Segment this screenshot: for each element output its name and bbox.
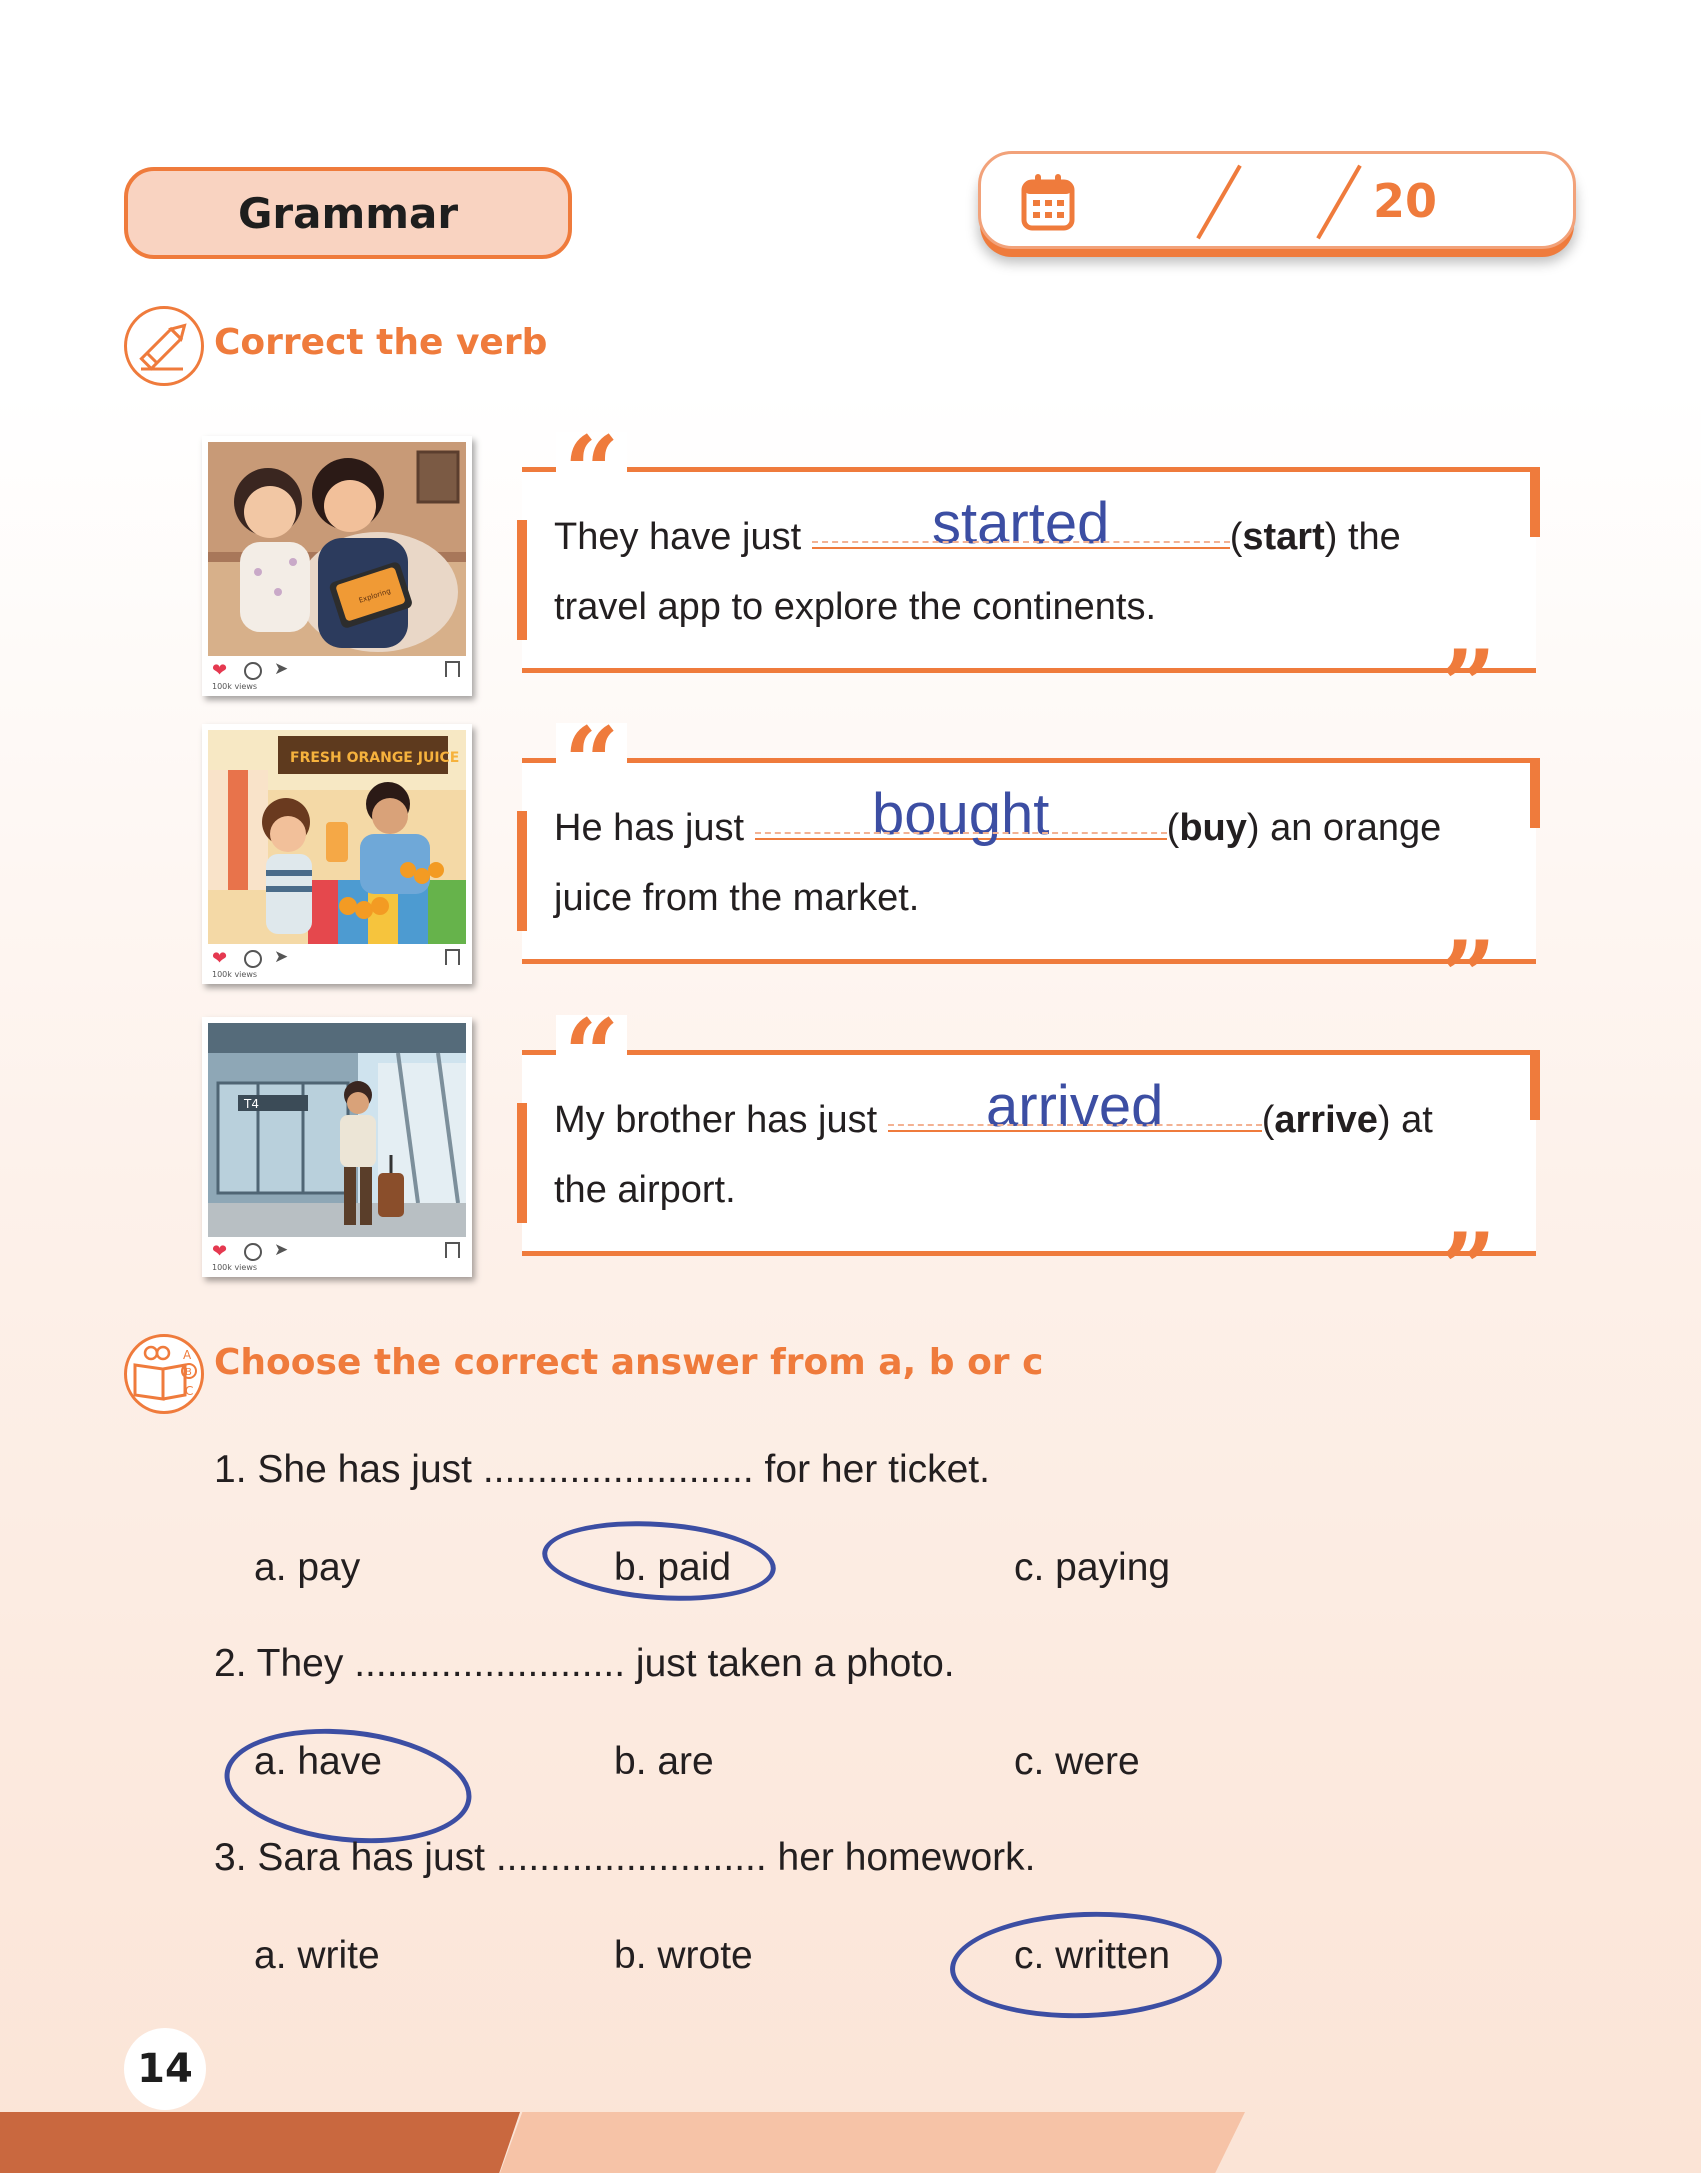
- photo-card: [202, 436, 472, 696]
- calendar-icon: [1021, 172, 1075, 232]
- stand-sign: FRESH ORANGE JUICE: [290, 750, 460, 766]
- send-icon: ➤: [274, 947, 289, 967]
- sentence-text: They have just started (start) the travel app to explore the continents.: [554, 491, 1401, 628]
- date-year: 20: [1373, 174, 1438, 228]
- heart-icon: ❤: [212, 948, 228, 969]
- heart-icon: ❤: [212, 1241, 228, 1262]
- sentence-box: [522, 415, 1536, 742]
- svg-text:B: B: [185, 1367, 192, 1378]
- sentence-box: [522, 998, 1536, 1325]
- views-count: 100k views: [212, 970, 258, 979]
- svg-text:A: A: [183, 1348, 192, 1362]
- mother-daughter-tablet-image: [208, 442, 466, 656]
- question-text: 1. She has just ......................... for her ticket.: [214, 1448, 990, 1491]
- open-quote-icon: “: [556, 1015, 627, 1055]
- sentence-box: [522, 706, 1536, 1033]
- answer-circle: [948, 1907, 1224, 2022]
- terminal-sign: T4: [244, 1097, 259, 1111]
- option-b[interactable]: b. wrote: [614, 1934, 753, 1977]
- comment-icon: [244, 950, 262, 968]
- bookmark-icon: [445, 949, 460, 965]
- close-quote-icon: ”: [1440, 1212, 1496, 1325]
- page-number: 14: [124, 2028, 206, 2110]
- close-quote-icon: ”: [1440, 629, 1496, 742]
- option-b[interactable]: b. paid: [614, 1546, 732, 1589]
- footer-band: [0, 2112, 520, 2173]
- option-c[interactable]: c. were: [1014, 1740, 1140, 1783]
- handwritten-answer: started: [932, 491, 1110, 556]
- book-abc-icon: [124, 1334, 204, 1414]
- send-icon: ➤: [274, 1240, 289, 1260]
- verb-hint: start: [1242, 516, 1325, 558]
- answer-blank[interactable]: [755, 782, 1167, 847]
- sentence-text: He has just bought (buy) an orange juice from the market.: [554, 782, 1442, 919]
- photo-card: [202, 1017, 472, 1277]
- date-separator: [1316, 165, 1361, 240]
- exercise-title: Correct the verb: [214, 322, 548, 363]
- option-b[interactable]: b. are: [614, 1740, 714, 1783]
- exercise-title: Choose the correct answer from a, b or c: [214, 1342, 1044, 1383]
- svg-text:C: C: [185, 1384, 194, 1398]
- answer-circle: [540, 1514, 779, 1608]
- svg-text:Exploring: Exploring: [357, 587, 392, 605]
- option-a[interactable]: a. pay: [254, 1546, 361, 1589]
- pencil-icon: [124, 306, 204, 386]
- date-box: [978, 151, 1576, 249]
- section-label: Grammar: [124, 167, 572, 259]
- open-quote-icon: “: [556, 723, 627, 763]
- question-text: 3. Sara has just ......................... her homework.: [214, 1836, 1036, 1879]
- option-c[interactable]: c. paying: [1014, 1546, 1171, 1589]
- views-count: 100k views: [212, 682, 258, 691]
- handwritten-answer: arrived: [986, 1074, 1164, 1139]
- bookmark-icon: [445, 1242, 460, 1258]
- orange-juice-stand-image: [208, 730, 466, 944]
- airport-traveler-image: [208, 1023, 466, 1237]
- views-count: 100k views: [212, 1263, 258, 1272]
- option-a[interactable]: a. write: [254, 1934, 380, 1977]
- date-separator: [1196, 165, 1241, 240]
- option-c[interactable]: c. written: [1014, 1934, 1171, 1977]
- sentence-text: My brother has just arrived (arrive) at the airport.: [554, 1074, 1433, 1211]
- option-a[interactable]: a. have: [254, 1740, 382, 1783]
- open-quote-icon: “: [556, 432, 627, 472]
- photo-card: [202, 724, 472, 984]
- answer-blank[interactable]: [888, 1074, 1262, 1139]
- close-quote-icon: ”: [1440, 920, 1496, 1033]
- bookmark-icon: [445, 661, 460, 677]
- comment-icon: [244, 1243, 262, 1261]
- question-text: 2. They ......................... just taken a photo.: [214, 1642, 955, 1685]
- answer-blank[interactable]: [812, 491, 1230, 556]
- handwritten-answer: bought: [871, 782, 1050, 847]
- footer-band: [500, 2112, 1245, 2173]
- send-icon: ➤: [274, 659, 289, 679]
- heart-icon: ❤: [212, 660, 228, 681]
- answer-circle: [219, 1717, 477, 1854]
- verb-hint: arrive: [1274, 1099, 1378, 1141]
- comment-icon: [244, 662, 262, 680]
- verb-hint: buy: [1179, 807, 1247, 849]
